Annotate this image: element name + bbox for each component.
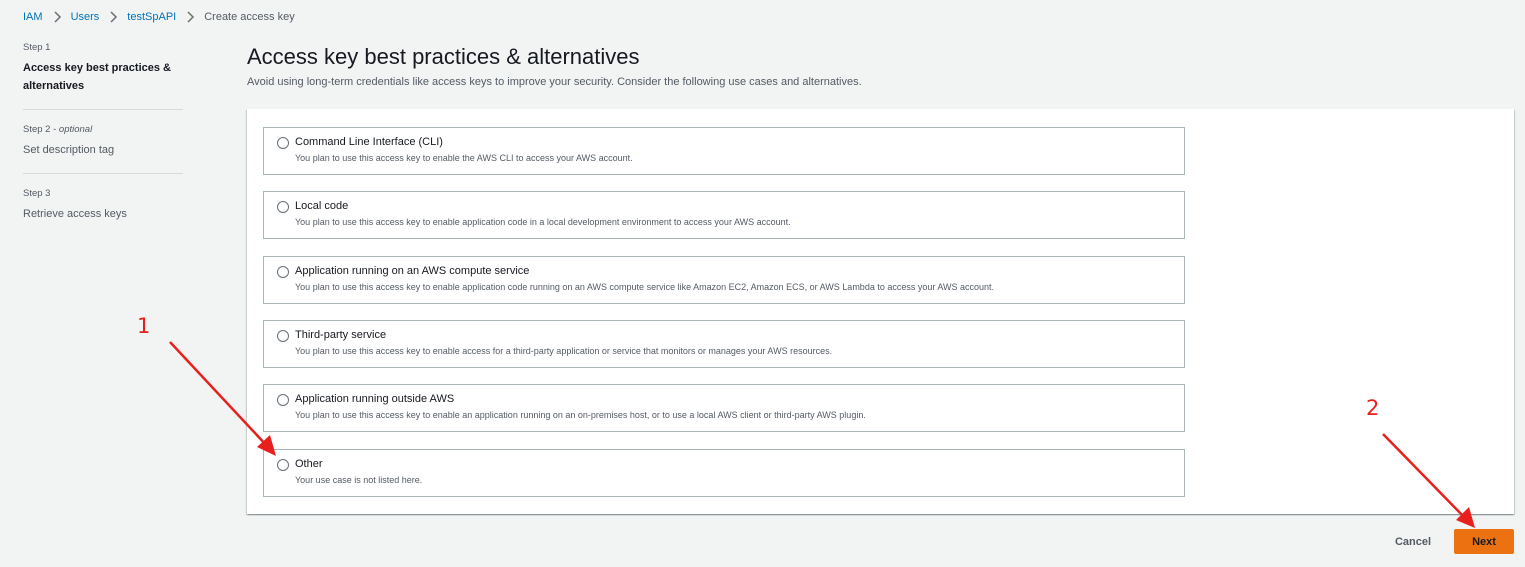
- breadcrumb-user-link[interactable]: testSpAPI: [127, 11, 177, 23]
- radio-button[interactable]: [277, 459, 289, 471]
- step-number: Step 2 - optional: [23, 124, 93, 135]
- option-third-party[interactable]: [263, 320, 1185, 368]
- step-3: [23, 188, 183, 237]
- option-description: You plan to use this access key to enable application code in a local development environment to access your AWS account.: [295, 217, 791, 227]
- next-button[interactable]: Next: [1454, 529, 1514, 554]
- option-cli[interactable]: [263, 127, 1185, 175]
- radio-button[interactable]: [277, 201, 289, 213]
- option-title: Command Line Interface (CLI): [295, 136, 443, 148]
- step-label: Access key best practices & alternatives: [23, 62, 171, 92]
- step-label: Set description tag: [23, 144, 115, 156]
- annotation-number-2: 2: [1366, 396, 1380, 420]
- radio-button[interactable]: [277, 266, 289, 278]
- breadcrumb-current: Create access key: [204, 11, 295, 23]
- option-description: You plan to use this access key to enable access for a third-party application or service that monitors or manages your AWS resources.: [295, 346, 833, 356]
- option-description: Your use case is not listed here.: [295, 475, 423, 485]
- page-title: Access key best practices & alternatives: [247, 44, 640, 69]
- option-description: You plan to use this access key to enable the AWS CLI to access your AWS account.: [295, 153, 633, 163]
- option-title: Other: [295, 458, 323, 470]
- option-other[interactable]: [263, 449, 1185, 497]
- option-description: You plan to use this access key to enable an application running on an on-premises host, or to use a local AWS client or third-party AWS plugin.: [295, 410, 866, 420]
- use-case-container: [247, 109, 1514, 514]
- annotation-number-1: 1: [137, 314, 151, 338]
- option-aws-compute[interactable]: [263, 256, 1185, 304]
- page-description: Avoid using long-term credentials like access keys to improve your security. Consider the following use cases and alternatives.: [247, 76, 862, 88]
- step-label: Retrieve access keys: [23, 208, 127, 220]
- step-2: [23, 124, 183, 174]
- step-optional: optional: [58, 124, 93, 135]
- breadcrumb: [23, 10, 295, 24]
- radio-button[interactable]: [277, 330, 289, 342]
- option-title: Application running outside AWS: [295, 393, 455, 405]
- breadcrumb-iam-link[interactable]: IAM: [23, 11, 43, 23]
- option-title: Third-party service: [295, 329, 387, 341]
- chevron-right-icon: [50, 10, 64, 24]
- option-local-code[interactable]: [263, 191, 1185, 239]
- option-description: You plan to use this access key to enable application code running on an AWS compute service like Amazon EC2, Amazon ECS, or AWS Lambda to access your AWS account.: [295, 282, 995, 292]
- cancel-button[interactable]: Cancel: [1384, 529, 1442, 554]
- option-title: Application running on an AWS compute service: [295, 265, 530, 277]
- radio-button[interactable]: [277, 137, 289, 149]
- chevron-right-icon: [183, 10, 197, 24]
- step-number: Step 3: [23, 188, 51, 199]
- radio-button[interactable]: [277, 394, 289, 406]
- breadcrumb-users-link[interactable]: Users: [70, 11, 100, 23]
- option-outside-aws[interactable]: [263, 384, 1185, 432]
- chevron-right-icon: [106, 10, 120, 24]
- option-title: Local code: [295, 200, 349, 212]
- step-1: [23, 42, 183, 110]
- step-number: Step 1: [23, 42, 51, 53]
- wizard-steps: [23, 42, 183, 251]
